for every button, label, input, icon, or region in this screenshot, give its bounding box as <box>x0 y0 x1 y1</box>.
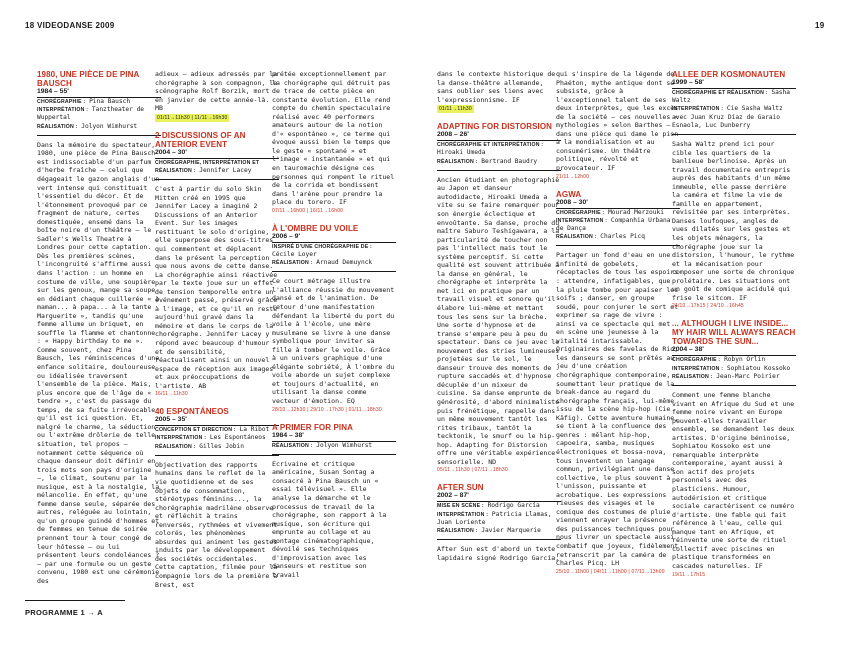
article-body: adieux – adieux adressés par la chorégraphe à son compagnon, le scénographe Rolf Borzik, mort en janvier de cette année-là. MB <box>155 70 278 113</box>
article-body: prétée exceptionnellement par la chorégraphe qui détruit pas de trace de cette pièce en constante évolution. Elle rend compte du chemin spectaculaire réalisé avec 40 performers amateurs autour de la notion d'« espontáneo », ce terme qui évoque aussi bien le temps que le geste « spontané » et l'image « instantanée » et qui en tauromachie désigne ces personnes qui rompent le rituel de la corrida et bondissent dans l'arène pour prendre la place du torero. IF <box>272 70 395 207</box>
credit-label: RÉALISATION : <box>437 158 478 165</box>
article-title: AGWA <box>556 189 582 199</box>
screening-times: 28/10→12h30 | 29/10→17h30 | 01/11→18h30 <box>272 406 382 413</box>
article-body: Comment une femme blanche vivant en Afrique du Sud et une femme noire vivant en Europe peuvent-elles travailler ensemble, se demandent les deux artistes. D'origine béninoise, Sophiatou Kossoko est une remarquable interprète contemporaine, ayant aussi à son actif des projets personnels avec des plasticiens. Humour, autodérision et critique sociale caractérisent ce numéro d'artiste. Une fable qui fait référence à l'eau, celle qui manque tant en Afrique, et réinvente une sorte de rituel collectif avec piscines en plastique transformées en cascades naturelles. IF <box>672 391 795 570</box>
credit-label: MISE EN SCÈNE : <box>437 503 484 510</box>
article <box>155 131 279 399</box>
article-title: 2 DISCUSSIONS OF AN ANTERIOR EVENT <box>155 130 246 149</box>
article-body: Objectivation des rapports humains dans le reflet de la vie quotidienne et de ses objets de consommation, stéréotypes féminins..., la chorégraphie madrilène observe et réfléchit à trains renversés, rythmées et vivement colorés, les phénomènes absurdes qui animent les gestes induits par le développement des sociétés occidentales. Cette captation, filmée pour la compagnie lors de la première à Brest, est <box>155 460 278 589</box>
credit-value: Robyn Orlin <box>724 356 766 364</box>
article-body: Partager un fond d'eau en une infinité de gobelets, réceptacles de tous les espoirs : attendre, infatigables, que la pluie tombe pour apaiser les soifs ; danser, en groupe soudé, pour conjurer le sort et exprimer sa rage de vivre : ainsi va ce spectacle qui met en scène une jeunesse à la vitalité intarissable. Originaires des favelas de Rio, les danseurs se sont prêtés au jeu d'une création chorégraphique contemporaine, soumettant leur pratique de la break-dance au regard du chorégraphe français, lui-même issu de la scène hip-hop (Cie Käfig). Cette aventure humaine, se tient à la confluence des genres : mêlant hip-hop, capoeira, samba, musiques électroniques et bossa-nova, tous inventent un langage commun, privilégiant une danse collective, le plus souvent à l'unisson, puissante et acrobatique. Les expressions rieuses des visages et le comique des costumes de pluie viennent enrayer la présence des puissances techniques pour nous livrer un spectacle aussi combatif que joyeux, fidèlement retranscrit par la caméra de Charles Picq. LH <box>556 251 679 568</box>
credit-label: INTERPRÉTATION : <box>672 106 724 113</box>
article-credits <box>437 502 561 540</box>
article-body: dans le contexte historique de la danse-théâtre allemande, sans oublier ses liens avec l'expressionnisme. IF <box>437 70 556 104</box>
credit-value: Rodrigo García <box>487 502 540 510</box>
article-title: ALLEE DER KOSMONAUTEN <box>672 70 786 79</box>
credit-line <box>37 106 161 122</box>
credit-label: INTERPRÉTATION : <box>155 435 207 442</box>
credit-value: Jolyon Wimhurst <box>316 441 373 449</box>
credit-value: Jennifer Lacey <box>199 166 252 174</box>
credit-line <box>672 373 796 381</box>
credit-value: Pina Bausch <box>89 98 131 105</box>
article <box>272 423 396 580</box>
article-duration: 2004 – 38' <box>672 346 796 356</box>
credit-value: Sophiatou Kossoko <box>726 364 791 372</box>
credit-value: Charles Picq <box>600 233 645 241</box>
credit-value: Mourad Merzouki <box>608 208 664 216</box>
page-header-right: 19 <box>815 21 825 30</box>
page-header-left: 18 VIDEODANSE 2009 <box>25 21 115 30</box>
article-credits <box>155 159 279 180</box>
article-body: After Sun est d'abord un texte lapidaire signé Rodrigo García, <box>437 545 560 562</box>
screening-times: 05/11→11h30 | 07/11→18h30 <box>437 467 508 474</box>
credit-line <box>437 158 561 166</box>
article-body: Sasha Waltz prend ici pour cible les quartiers de la banlieue berlinoise. Après un travail documentaire entrepris auprès des habitants d'un même immeuble, elle passe derrière la caméra et filme la vie de famille en appartement, revisitée par ses interprètes. Danses loufoques, angles de vues dilatés sur les gestes et les objets ménagers, la chorégraphe joue sur la distorsion, l'humour, le rythme et la mécanisation pour composer une sorte de chronique prolétaire. Les situations ont un goût de comique acidulé qui frise le sitcom. IF <box>672 140 795 302</box>
article <box>272 224 396 414</box>
credit-line <box>37 123 161 131</box>
credit-value: Jean-Marc Poirier <box>716 372 780 380</box>
credit-value: Cie Sasha Waltz avec Juan Kruz Díaz de Garaio Esnaola, Luc Dunberry <box>672 105 783 129</box>
text-column <box>672 70 796 588</box>
credit-label: RÉALISATION : <box>37 123 78 130</box>
credit-line <box>556 209 680 217</box>
credit-value: Patricia Llamas, Juan Loriente <box>437 510 552 526</box>
article-duration: 1984 – 55' <box>37 88 161 98</box>
article-body: Ce court métrage illustre l'alliance réussie du mouvement dansé et de l'animation. De retour d'une manifestation défendant la liberté du port du voile à l'école, une mère musulmane se livre à une danse symbolique pour inviter sa fille à tomber le voile. Grâce à un univers graphique d'une élégante sobriété, À l'ombre du voile aborde un sujet complexe et toujours d'actualité, en utilisant la danse comme vecteur d'émotion. EQ <box>272 277 395 406</box>
article-title: AFTER SUN <box>437 483 484 493</box>
article <box>37 70 161 585</box>
article-duration: 2005 – 35' <box>155 416 279 426</box>
credit-label: INTERPRÉTATION : <box>437 511 489 518</box>
credit-line <box>672 365 796 373</box>
article-duration: 2008 – 30' <box>556 199 680 209</box>
credit-line <box>437 502 561 510</box>
screening-times: 01/11→11h30 | 11/11→16h30 <box>157 114 228 121</box>
article-title: A PRIMER FOR PINA <box>272 422 353 432</box>
footer-label: PROGRAMME 1 → A <box>25 608 103 617</box>
article-credits <box>672 89 796 135</box>
article-duration: 2002 – 87' <box>437 492 561 502</box>
article-body: Ecrivaine et critique américaine, Susan Sontag a consacré à Pina Bausch un « essai télévisuel ». Elle analyse la démarche et le processus de travail de la chorégraphe, son rapport à la musique, son écriture qui emprunte au collage et au montage cinématographique, dévoilé ses techniques d'improvisation avec les danseurs et restitue son travail <box>272 459 387 579</box>
screening-times: 21/10→17h15 | 24/10→16h45 <box>672 303 744 310</box>
article-credits <box>437 141 561 171</box>
article-body: qui s'inspire de la légende de Phaéton, mythe antique dont se subsiste, grâce à l'exceptionnel talent de ses deux interprètes, que les excès de la société – ces nouvelles « mythologies » selon Barthes – dans une pièce qui dame le pion à la mondialisation et au consumérisme. Un théâtre politique, révolté et provocateur. IF <box>556 70 679 173</box>
article <box>155 407 279 589</box>
article <box>556 70 680 181</box>
screening-times: 16/11→11h30 <box>155 391 188 398</box>
credit-label: CHORÉGRAPHIE ET INTERPRÉTATION : <box>437 142 544 149</box>
credit-label: RÉALISATION : <box>437 528 478 534</box>
credit-label: CHORÉGRAPHIE : <box>556 209 605 216</box>
credit-value: Bertrand Baudry <box>481 157 538 165</box>
screening-times: 01/11→11h30 <box>439 106 472 113</box>
credit-line <box>437 141 561 157</box>
article <box>437 483 561 562</box>
article-credits <box>272 442 396 455</box>
credit-value: La Ribot <box>239 426 270 434</box>
credit-line <box>272 243 396 259</box>
credit-label: RÉALISATION : <box>672 373 713 380</box>
credit-value: Tanztheater de Wuppertal <box>37 106 145 122</box>
credit-line <box>437 511 561 527</box>
credit-label: CHORÉGRAPHIE, INTERPRÉTATION ET RÉALISATION : <box>155 159 260 174</box>
article-credits <box>272 243 396 273</box>
article <box>272 70 396 215</box>
text-column <box>37 70 161 594</box>
credit-line <box>272 259 396 267</box>
article-duration: 1999 – 58' <box>672 79 796 89</box>
credit-label: INSPIRÉ D'UNE CHORÉGRAPHIE DE : <box>272 243 372 250</box>
text-column <box>272 70 396 588</box>
article-duration: 2008 – 26' <box>437 131 561 141</box>
article-duration: 1984 – 38' <box>272 432 396 442</box>
credit-label: CONCEPTION ET DIRECTION : <box>155 427 236 434</box>
credit-label: INTERPRÉTATION : <box>672 365 724 372</box>
credit-value: Companhia Urbana de Dança <box>556 216 671 232</box>
credit-line <box>272 442 396 450</box>
credit-line <box>672 89 796 105</box>
article-credits <box>556 209 680 247</box>
credit-line <box>556 217 680 233</box>
credit-label: CHORÉGRAPHIE : <box>37 99 86 105</box>
credit-label: CHORÉGRAPHIE : <box>672 357 721 364</box>
credit-label: RÉALISATION : <box>272 260 313 267</box>
credit-line <box>672 356 796 364</box>
credit-line <box>155 434 279 442</box>
footer-rule <box>25 600 125 601</box>
article <box>155 70 279 122</box>
credit-line <box>437 527 561 535</box>
article-title: 40 ESPONTÁNEOS <box>155 407 229 417</box>
article <box>556 190 680 576</box>
credit-label: RÉALISATION : <box>155 443 196 450</box>
credit-line <box>37 98 161 106</box>
article-title: ADAPTING FOR DISTORSION <box>437 122 553 132</box>
credit-value: Cécile Loyer <box>272 250 317 258</box>
article-credits <box>672 356 796 386</box>
article-credits <box>37 98 161 136</box>
credit-label: INTERPRÉTATION : <box>37 107 89 114</box>
screening-times: 25/10→11h00 | 04/11→11h00 | 07/11→13h00 <box>556 568 665 575</box>
credit-line <box>556 233 680 241</box>
article-title: 1980, UNE PIÈCE DE PINA BAUSCH <box>37 70 140 88</box>
text-column <box>437 70 561 571</box>
article-body: Dans la mémoire du spectateur, 1980, une pièce de Pina Bausch est indissociable d'un parfum d'herbe fraîche – celui que dégageait le gazon anglais d'un vert intense qui constituait l'essentiel du décor. Et de l'étonnement provoqué par ce fragment de nature, certes domestiquée, ensemé dans la boîte noire d'un théâtre – le Sadler's Wells Theatre à Londres pour cette captation. Dès les premières scènes, l'incongruité s'affirme aussi dans l'action : un homme en costume de ville, une soupière sur les genoux, mange sa soupe en dédiant chaque cuillerée « à maman... à papa... à la tante Marguerite », tandis qu'une femme allume un briquet, en souffle la flamme et chantonne : « Happy birthday to me ». Comme souvent, chez Pina Bausch, les réminiscences d'une enfance solitaire, douloureuse ou idéalisée traversent l'ensemble de la pièce. Mais, plus encore que de l'âge de « tendre », c'est du passage du temps, de sa fuite irrévocable qu'il est ici question. Et, malgré le charme, la séduction ou l'extrême drôlerie de telle situation, tel propos – notamment cette séquence où chaque danseur doit définir en trois mots son pays d'origine –, le climat, soutenu par la musique, est à la nostalgie, la mélancolie. En effet, qu'une femme danse seule, séparée des autres, reléguée au lointain, qu'un groupe guindé d'hommes et de femmes en tenue de soirée prennent tour à tour congé de leur hôtesse – ou lui présentent leurs condoléances ? – par une formule ou un geste convenu, 1980 est une cérémonie des <box>37 140 160 585</box>
credit-label: RÉALISATION : <box>272 442 313 449</box>
article <box>437 122 561 474</box>
credit-value: Gilles Jobin <box>199 442 244 450</box>
credit-label: RÉALISATION : <box>556 234 597 241</box>
article <box>672 319 796 578</box>
article-title: ... ALTHOUGH I LIVE INSIDE... MY HAIR WILL ALWAYS REACH TOWARDS THE SUN... <box>672 319 796 347</box>
screening-times: 19/11→17h15 <box>672 571 706 578</box>
article-duration: 2004 – 30' <box>155 149 279 159</box>
text-column <box>155 70 279 598</box>
page-footer <box>25 608 103 617</box>
screening-times: 21/11→12h00 <box>556 173 590 180</box>
credit-value: Les Espontáneos <box>209 434 266 442</box>
article-credits <box>155 426 279 456</box>
screening-times: 07/11→16h00 | 16/11→16h00 <box>272 207 344 214</box>
article-duration: 2006 – 9' <box>272 233 396 243</box>
credit-value: Arnaud Demuynck <box>316 259 373 267</box>
text-column <box>556 70 680 585</box>
credit-value: Javier Marquerie <box>481 527 541 534</box>
credit-value: Sasha Waltz <box>672 89 790 105</box>
credit-line <box>672 105 796 130</box>
article <box>437 70 561 113</box>
credit-value: Jolyon Wimhurst <box>81 122 138 130</box>
credit-label: INTERPRÉTATION : <box>556 217 608 224</box>
credit-line <box>155 443 279 451</box>
article <box>672 70 796 310</box>
article-title: À L'OMBRE DU VOILE <box>272 223 359 233</box>
credit-line <box>155 159 279 175</box>
article-body: C'est à partir du solo Skin Mitten créé en 1995 que Jennifer Lacey a imaginé 2 Discussions of an Anterior Event. Sur les images restituant le solo d'origine, elle superpose des sous-titres qui commentent et déplacent dans le présent la perception que nous avons de cette danse. La chorégraphie ainsi réactivée par le texte joue sur un effet de tension temporelle entre un événement passé, préservé grâce à l'image, et ce qu'il en reste aujourd'hui gravé dans la mémoire et dans le corps de la chorégraphe. Jennifer Lacey y répond avec beaucoup d'humour et de sensibilité, réactualisant ainsi un nouvel espace de réception aux images et aux préoccupations de l'artiste. AB <box>155 185 278 390</box>
credit-value: Hiroaki Umeda <box>437 149 486 157</box>
credit-label: CHORÉGRAPHIE ET RÉALISATION : <box>672 90 768 96</box>
article-body: Ancien étudiant en photographie au Japon et danseur autodidacte, Hiroaki Umeda a vite su se faire remarquer pour son énergie éclectique et envoûtante. Sa danse, proche du maître Saburo Teshigawara, a la particularité de toucher non pas l'intellect mais tout le système perceptif. Si cette qualité est souvent attribuée à la danse en général, le chorégraphe et interprète la met ici en pratique par un travail visuel et sonore qu'il élabore lui-même et mettant tous les sens sur la brèche. Une sorte d'hypnose et de transe s'empare peu à peu du spectateur. Dans ce jeu avec le mouvement des stries lumineuses projetées sur le sol, le danseur trouve des moments de rupture saccadés et d'hypnose décuplée d'un mixeur de cuisine. Sa danse emprunte de générosité, d'abord minimaliste puis frénétique, rappelle dans un même mouvement tantôt les rites tribaux, tantôt la tecktonik, le smurf ou le hip-hop. Adapting for Distorsion offre une véritable expérience sensorielle. ND <box>437 175 560 466</box>
